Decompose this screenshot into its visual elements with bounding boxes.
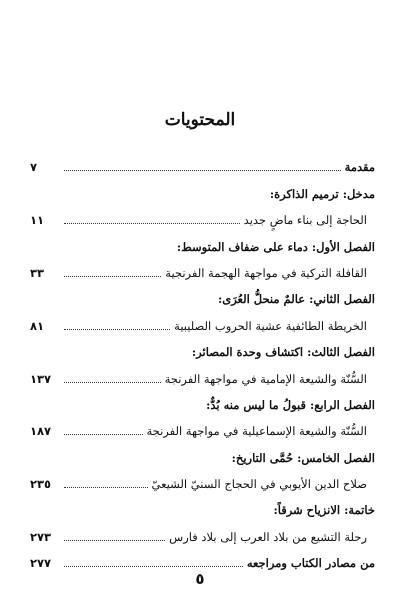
toc-entry-label: الفصل الأول: دماء على ضفاف المتوسط: [176,239,375,254]
toc-entry [30,178,375,204]
table-of-contents [30,152,375,574]
dot-leader [64,329,170,330]
toc-entry [30,469,375,495]
toc-entry-label: السُّنّة والشيعة الإمامية في مواجهة الفرنجة [164,371,367,386]
toc-entry [30,310,375,336]
toc-entry [30,521,375,547]
toc-entry [30,495,375,521]
dot-leader [64,487,148,488]
toc-entry-page: ٢٧٧ [30,556,52,571]
dot-leader [64,434,143,435]
toc-entry-label: من مصادر الكتاب ومراجعه [246,556,375,571]
toc-entry [30,258,375,284]
toc-entry-label: مدخل: ترميم الذاكرة: [269,186,375,201]
dot-leader [64,170,341,171]
toc-entry [30,442,375,468]
toc-entry [30,363,375,389]
toc-entry-label: رحلة التشيع من بلاد العرب إلى بلاد فارس [169,529,367,544]
dot-leader [64,223,240,224]
toc-entry [30,337,375,363]
toc-entry-label: مقدمة [344,160,375,175]
toc-entry [30,416,375,442]
toc-entry-label: السُّنّة والشيعة الإسماعيلية في مواجهة الفرنجة [146,424,367,439]
toc-entry-page: ٣٣ [30,265,45,280]
toc-entry-label: الفصل الرابع: قبولُ ما ليس منه بُدٌّ: [206,397,375,412]
toc-entry-page: ١٨٧ [30,424,52,439]
toc-entry-page: ١١ [30,213,45,228]
toc-entry-label: الخريطة الطائفية عشية الحروب الصليبية [174,318,367,333]
page-title: المحتويات [164,110,236,130]
toc-entry-page: ٢٣٥ [30,477,52,492]
toc-entry-page: ٢٧٣ [30,529,52,544]
toc-entry [30,152,375,178]
toc-entry [30,284,375,310]
toc-entry [30,390,375,416]
dot-leader [64,382,161,383]
toc-entry-label: خاتمة: الانزياح شرقاً: [273,503,375,518]
page-number: ٥ [195,570,205,588]
toc-entry [30,205,375,231]
dot-leader [64,276,161,277]
toc-entry-label: الفصل الثالث: اكتشاف وحدة المصائر: [191,345,375,360]
toc-entry-page: ٧ [30,160,38,175]
dot-leader [64,566,243,567]
toc-entry-page: ١٣٧ [30,371,52,386]
toc-entry-label: صلاح الدين الأيوبي في الحجاج السنيّ الشيعيّ [151,477,367,492]
toc-entry-label: الحاجة إلى بناء ماضٍ جديد [243,213,367,228]
toc-entry [30,231,375,257]
toc-entry-label: الفصل الخامس: حُمَّى التاريخ: [231,450,375,465]
dot-leader [64,540,165,541]
toc-entry-page: ٨١ [30,318,45,333]
toc-entry-label: القافلة التركية في مواجهة الهجمة الفرنجية [165,265,367,280]
toc-entry-label: الفصل الثاني: عالمٌ منحلُّ العُرَى: [217,292,375,307]
